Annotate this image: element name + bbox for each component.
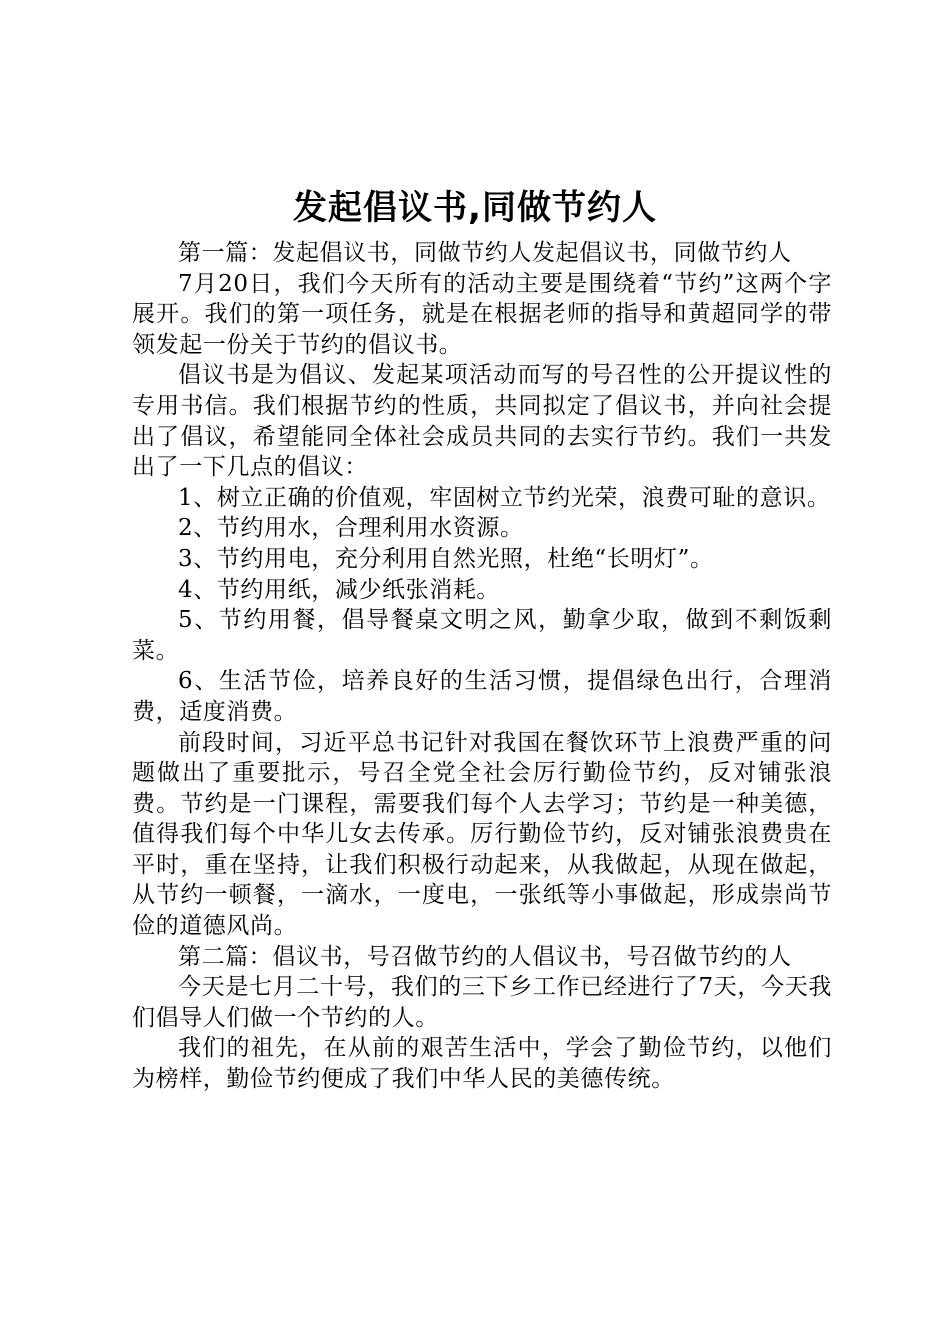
paragraph-conclusion: 前段时间，习近平总书记针对我国在餐饮环节上浪费严重的问题做出了重要批示，号召全党全社会厉行勤俭节约，反对铺张浪费。节约是一门课程，需要我们每个人去学习；节约是一种美德，值得我们每个中华儿女去传承。厉行勤俭节约，反对铺张浪费贵在平时，重在坚持，让我们积极行动起来，从我做起，从现在做起，从节约一顿餐，一滴水，一度电，一张纸等小事做起，形成崇尚节俭的道德风尚。 bbox=[132, 729, 832, 940]
proposal-item-4: 4、节约用纸，减少纸张消耗。 bbox=[178, 576, 501, 603]
paragraph-part-two-heading: 第二篇：倡议书，号召做节约的人倡议书，号召做节约的人 bbox=[178, 943, 792, 970]
proposal-item-3: 3、节约用电，充分利用自然光照，杜绝“长明灯”。 bbox=[178, 545, 714, 572]
proposal-item-5: 5、节约用餐，倡导餐桌文明之风，勤拿少取，做到不剩饭剩菜。 bbox=[132, 607, 832, 664]
paragraph-part-two-intro: 今天是七月二十号，我们的三下乡工作已经进行了7天，今天我们倡导人们做一个节约的人。 bbox=[132, 974, 832, 1031]
paragraph-definition: 倡议书是为倡议、发起某项活动而写的号召性的公开提议性的专用书信。我们根据节约的性质，共同拟定了倡议书，并向社会提出了倡议，希望能同全体社会成员共同的去实行节约。我们一共发出了一下几点的倡议： bbox=[132, 362, 832, 481]
proposal-item-2: 2、节约用水，合理利用水资源。 bbox=[178, 515, 524, 542]
proposal-item-1: 1、树立正确的价值观，牢固树立节约光荣，浪费可耻的意识。 bbox=[178, 484, 831, 511]
paragraph-part-two-ancestors: 我们的祖先，在从前的艰苦生活中，学会了勤俭节约，以他们为榜样，勤俭节约便成了我们中华人民的美德传统。 bbox=[132, 1035, 832, 1093]
proposal-item-6: 6、生活节俭，培养良好的生活习惯，提倡绿色出行，合理消费，适度消费。 bbox=[132, 668, 832, 725]
paragraph-intro: 7月20日，我们今天所有的活动主要是围绕着“节约”这两个字展开。我们的第一项任务，就是在根据老师的指导和黄超同学的带领发起一份关于节约的倡议书。 bbox=[132, 270, 832, 358]
document-body bbox=[132, 238, 832, 1095]
document-title: 发起倡议书,同做节约人 bbox=[293, 188, 657, 228]
paragraph-part-one-heading: 第一篇：发起倡议书，同做节约人发起倡议书，同做节约人 bbox=[178, 240, 792, 266]
